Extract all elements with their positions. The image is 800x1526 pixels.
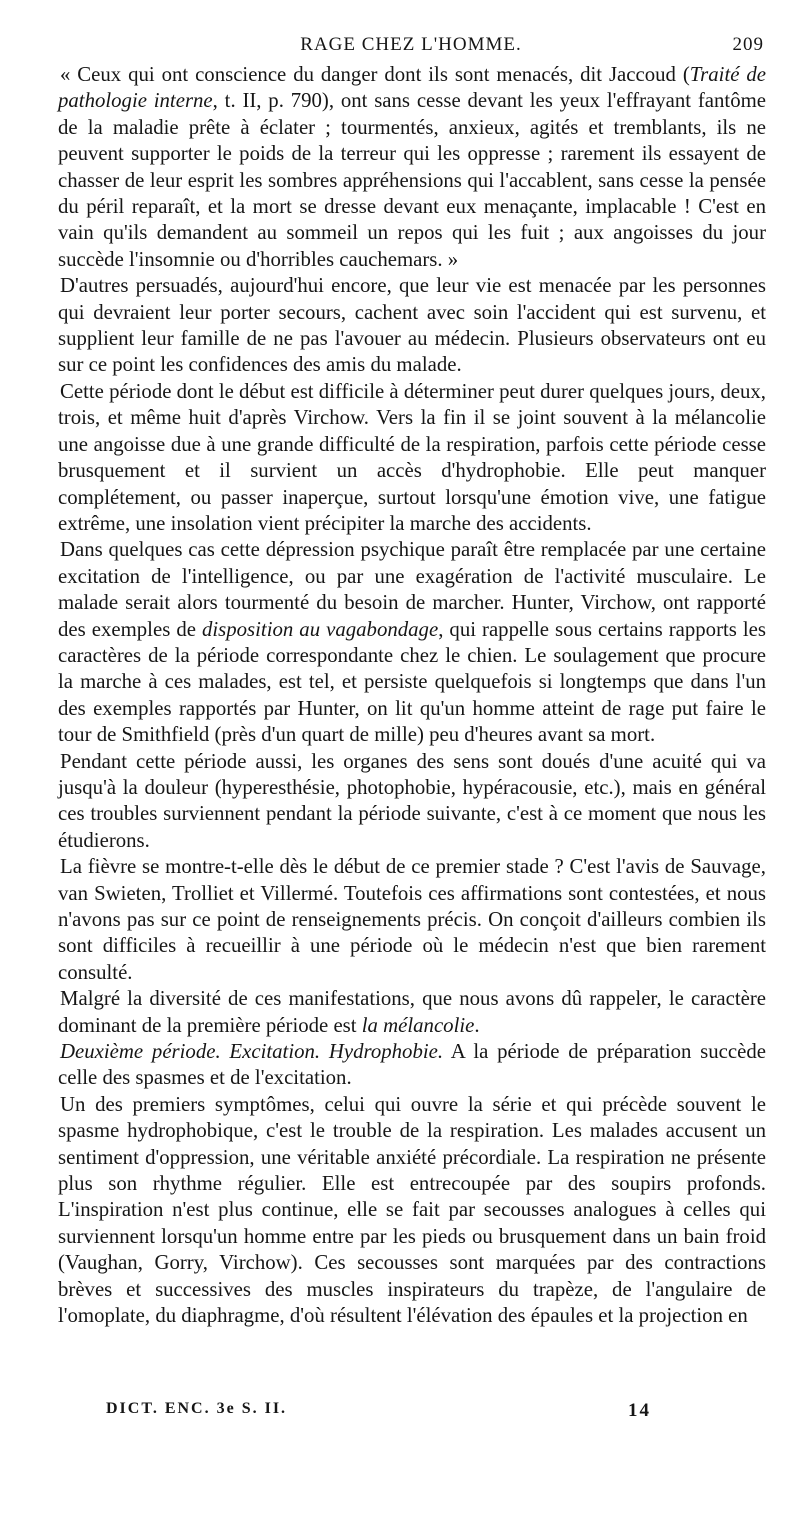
italic-text: Traité de pathologie interne [58,63,766,113]
text-run: D'autres persuadés, aujourd'hui encore, que leur vie est menacée par les personnes qui devraient leur porter secours, cachent avec soin l'accident qui est survenu, et supplient leur famille de ne pas l'avouer au médecin. Plusieurs observateurs ont eu sur ce point les confidences des amis du malade. [58,274,766,377]
paragraph [58,986,766,1039]
text-run: Dans quelques cas cette dépression psychique paraît être remplacée par une certaine excitation de l'intelligence, ou par une exagération de l'activité musculaire. Le malade serait alors tourmenté du besoin de marcher. Hunter, Virchow, ont rapporté des exemples de [58,538,766,641]
signature-mark: DICT. ENC. 3e S. II. [106,1400,288,1417]
sheet-number: 14 [628,1400,651,1421]
text-run: . [474,1013,480,1037]
text-run: La fièvre se montre-t-elle dès le début de ce premier stade ? C'est l'avis de Sauvage, van Swieten, Trolliet et Villermé. Toutefois ces affirmations sont contestées, et nous n'avons pas sur ce point de renseignements précis. On conçoit d'ailleurs combien ils sont difficiles à recueillir à une période où le médecin n'est que bien rarement consulté. [58,855,766,984]
paragraph [58,537,766,748]
text-run: Cette période dont le début est difficile à déterminer peut durer quelques jours, deux, trois, et même huit d'après Virchow. Vers la fin il se joint souvent à la mélancolie une angoisse due à une grande difficulté de la respiration, parfois cette période cesse brusquement et il survient un accès d'hydrophobie. Elle peut manquer complétement, ou passer inaperçue, surtout lorsqu'une émotion vive, une fatigue extrême, une insolation vient précipiter la marche des accidents. [58,379,766,535]
paragraph [58,273,766,379]
text-run: , t. II, p. 790), ont sans cesse devant les yeux l'effrayant fantôme de la maladie prête à éclater ; tourmentés, anxieux, agités et tremblants, ils ne peuvent supporter le poids de la terreur qui les oppresse ; rarement ils essayent de chasser de leur esprit les sombres appréhensions qui l'accablent, sans cesse la pensée du péril reparaît, et la mort se dresse devant eux menaçante, implacable ! C'est en vain qu'ils demandent au sommeil un repos qui les fuit ; aux angoisses du jour succède l'insomnie ou d'horribles cauchemars. » [58,89,766,271]
text-run: A la période de préparation succède celle des spasmes et de l'excitation. [58,1040,766,1090]
text-run: Un des premiers symptômes, celui qui ouvre la série et qui précède souvent le spasme hydrophobique, c'est le trouble de la respiration. Les malades accusent un sentiment d'oppression, une véritable anxiété précordiale. La respiration ne présente plus son rhythme régulier. Elle est entrecoupée par des soupirs profonds. L'inspiration n'est plus continue, elle se fait par secousses analogues à celles qui surviennent lorsqu'un homme entre par les pieds ou brusquement dans un bain froid (Vaughan, Gorry, Virchow). Ces secousses sont marquées par des contractions brèves et successives des muscles inspirateurs du trapèze, de l'angulaire de l'omoplate, du diaphragme, d'où résultent l'élévation des épaules et la projection en [58,1092,766,1328]
italic-text: disposition au vagabondage [201,617,439,641]
text-run: « Ceux qui ont conscience du danger dont ils sont menacés, dit Jaccoud ( [60,63,690,86]
paragraph [58,379,766,537]
paragraph [58,1092,766,1330]
paragraph [58,854,766,986]
page-footer [106,1400,666,1426]
body-text [58,62,766,1330]
paragraph [58,1039,766,1092]
paragraph [58,62,766,273]
text-run: Pendant cette période aussi, les organes des sens sont doués d'une acuité qui va jusqu'à la douleur (hyperesthésie, photophobie, hypéracousie, etc.), mais en général ces troubles surviennent pendant la période suivante, c'est à ce moment que nous les étudierons. [58,749,766,852]
running-header [58,34,764,58]
text-run: , qui rappelle sous certains rapports les caractères de la période correspondante chez le chien. Le soulagement que procure la marche à ces malades, est tel, et persiste quelquefois si longtemps que dans l'un des exemples rapportés par Hunter, on lit qu'un homme atteint de rage put faire le tour de Smithfield (près d'un quart de mille) peu d'heures avant sa mort. [58,617,766,747]
page-number: 209 [732,34,764,55]
italic-text: Deuxième période. Excitation. Hydrophobie. [60,1040,444,1064]
paragraph [58,749,766,855]
running-title: RAGE CHEZ L'HOMME. [300,34,522,55]
text-run: Malgré la diversité de ces manifestations, que nous avons dû rappeler, le caractère dominant de la première période est [58,987,766,1037]
italic-text: la mélancolie [361,1013,475,1037]
